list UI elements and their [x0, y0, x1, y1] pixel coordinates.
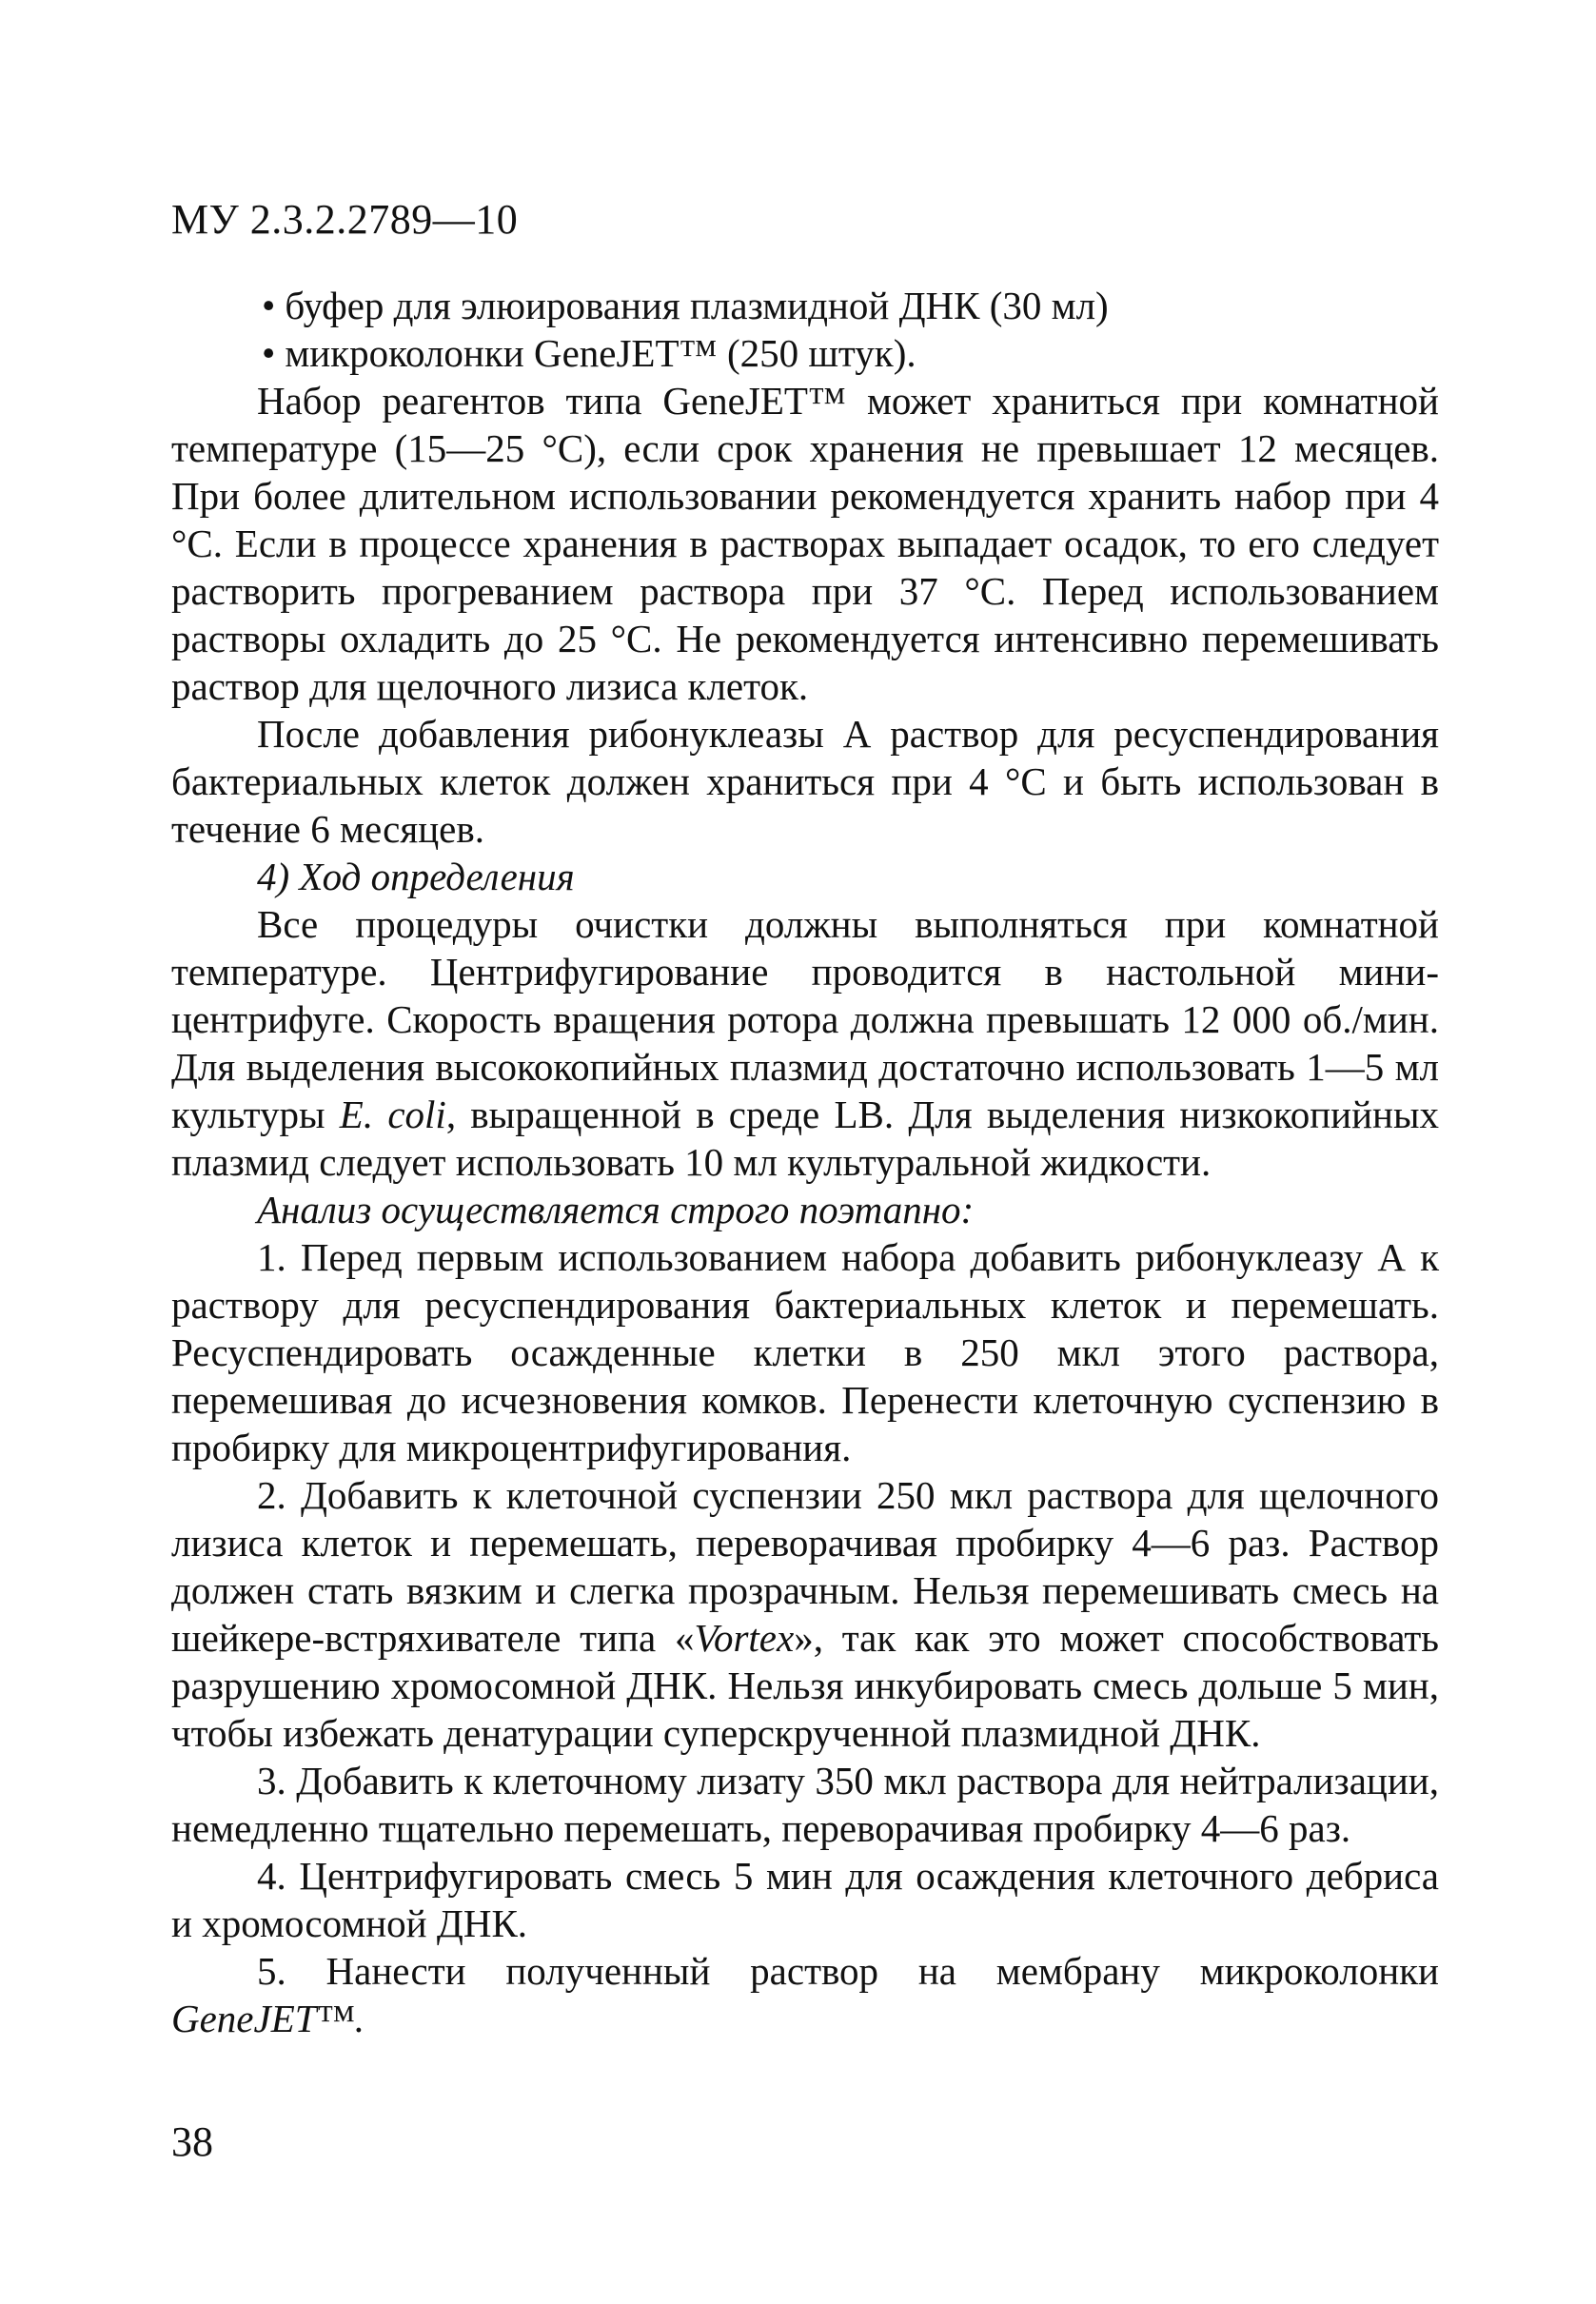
- analysis-heading: Анализ осуществляется строго поэтапно:: [257, 1188, 975, 1231]
- step-2-text-start: 2. Добавить к клеточной суспензии 250 мкл раствора для щелочного лизиса клеток и перемешать, переворачивая пробирку 4—6 раз. Раствор должен стать вязким и слегка прозрачным. Нельзя перемешивать смесь на шейкере-встряхивателе типа «: [171, 1473, 1439, 1660]
- section-heading: 4) Ход определения: [257, 855, 575, 898]
- bullet-text: буфер для элюирования плазмидной ДНК (30 мл): [285, 284, 1109, 327]
- ribonuclease-paragraph: После добавления рибонуклеазы А раствор для ресуспендирования бактериальных клеток должен храниться при 4 °С и быть использован в течение 6 месяцев.: [171, 712, 1439, 851]
- step-2: [171, 1471, 1439, 1757]
- procedure-text-end: , выращенной в среде LB. Для выделения низкокопийных плазмид следует использовать 10 мл культуральной жидкости.: [171, 1093, 1440, 1184]
- document-body: [171, 282, 1439, 2042]
- procedure-text-start: Все процедуры очистки должны выполняться при комнатной температуре. Центрифугирование проводится в настольной мини-центрифуге. Скорость вращения ротора должна превышать 12 000 об./мин. Для выделения высококопийных плазмид достаточно использовать 1—5 мл культуры: [171, 902, 1439, 1136]
- step-2-text-end: », так как это может способствовать разрушению хромосомной ДНК. Нельзя инкубировать смесь дольше 5 мин, чтобы избежать денатурации суперскрученной плазмидной ДНК.: [171, 1616, 1439, 1755]
- storage-paragraph: Набор реагентов типа GeneJET™ может храниться при комнатной температуре (15—25 °С), если срок хранения не превышает 12 месяцев. При более длительном использовании рекомендуется хранить набор при 4 °С. Если в процессе хранения в растворах выпадает осадок, то его следует растворить прогреванием раствора при 37 °С. Перед использованием растворы охладить до 25 °С. Не рекомендуется интенсивно перемешивать раствор для щелочного лизиса клеток.: [171, 379, 1439, 708]
- vortex-term: Vortex: [694, 1616, 795, 1660]
- product-name: GeneJET™.: [171, 1997, 365, 2040]
- step-4: 4. Центрифугировать смесь 5 мин для осаждения клеточного дебриса и хромосомной ДНК.: [171, 1854, 1439, 1945]
- step-5-text: 5. Нанести полученный раствор на мембрану микроколонки: [257, 1949, 1439, 1993]
- step-3: 3. Добавить к клеточному лизату 350 мкл раствора для нейтрализации, немедленно тщательно перемешать, переворачивая пробирку 4—6 раз.: [171, 1759, 1439, 1850]
- procedure-paragraph: [171, 900, 1439, 1186]
- bullet-icon: •: [262, 331, 276, 375]
- species-name: E. coli: [339, 1093, 446, 1136]
- page-number: 38: [171, 2118, 213, 2165]
- bullet-icon: •: [262, 284, 276, 327]
- bullet-item: [171, 282, 1439, 329]
- step-1: 1. Перед первым использованием набора добавить рибонуклеазу А к раствору для ресуспендирования бактериальных клеток и перемешать. Ресуспендировать осажденные клетки в 250 мкл этого раствора, перемешивая до исчезновения комков. Перенести клеточную суспензию в пробирку для микроцентрифугирования.: [171, 1235, 1439, 1469]
- bullet-item: [171, 329, 1439, 377]
- step-5: [171, 1947, 1439, 2042]
- bullet-text: микроколонки GeneJET™ (250 штук).: [285, 331, 916, 375]
- document-code-header: МУ 2.3.2.2789—10: [171, 196, 519, 243]
